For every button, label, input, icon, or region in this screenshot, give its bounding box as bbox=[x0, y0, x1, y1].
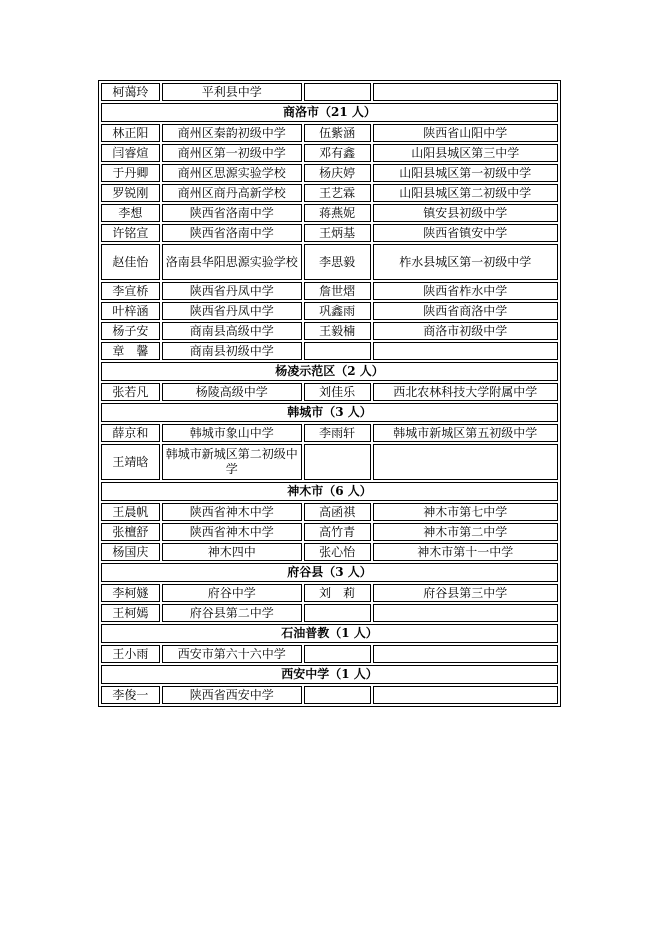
student-name-cell bbox=[304, 444, 371, 480]
student-name-cell bbox=[304, 342, 371, 360]
table-row bbox=[101, 342, 558, 360]
student-name-cell: 巩鑫雨 bbox=[304, 302, 371, 320]
table-row bbox=[101, 164, 558, 182]
student-name-cell: 赵佳怡 bbox=[101, 244, 160, 280]
student-name-cell: 高函祺 bbox=[304, 503, 371, 521]
student-name-cell: 王柯嫣 bbox=[101, 604, 160, 622]
student-name-cell: 柯蔼玲 bbox=[101, 83, 160, 101]
student-name-cell: 张若凡 bbox=[101, 383, 160, 401]
school-cell: 商州区秦韵初级中学 bbox=[162, 124, 302, 142]
table-row bbox=[101, 645, 558, 663]
school-cell: 府谷县第二中学 bbox=[162, 604, 302, 622]
table-row bbox=[101, 322, 558, 340]
section-title: 石油普教（1 人） bbox=[101, 624, 558, 643]
student-name-cell: 王炳基 bbox=[304, 224, 371, 242]
table-row bbox=[101, 224, 558, 242]
section-header-row bbox=[101, 362, 558, 381]
section-title: 神木市（6 人） bbox=[101, 482, 558, 501]
school-cell: 陕西省神木中学 bbox=[162, 523, 302, 541]
school-cell: 府谷中学 bbox=[162, 584, 302, 602]
school-cell: 西北农林科技大学附属中学 bbox=[373, 383, 558, 401]
student-name-cell: 王靖晗 bbox=[101, 444, 160, 480]
school-cell: 陕西省洛南中学 bbox=[162, 224, 302, 242]
table-row bbox=[101, 144, 558, 162]
school-cell: 山阳县城区第一初级中学 bbox=[373, 164, 558, 182]
student-name-cell: 刘 莉 bbox=[304, 584, 371, 602]
section-title: 府谷县（3 人） bbox=[101, 563, 558, 582]
school-cell bbox=[373, 604, 558, 622]
school-cell bbox=[373, 686, 558, 704]
school-cell: 韩城市象山中学 bbox=[162, 424, 302, 442]
school-cell: 韩城市新城区第五初级中学 bbox=[373, 424, 558, 442]
school-cell: 杨陵高级中学 bbox=[162, 383, 302, 401]
student-name-cell: 王晨帆 bbox=[101, 503, 160, 521]
student-name-cell: 伍紫涵 bbox=[304, 124, 371, 142]
student-name-cell bbox=[304, 686, 371, 704]
table-row bbox=[101, 302, 558, 320]
school-cell bbox=[373, 645, 558, 663]
section-header-row bbox=[101, 482, 558, 501]
student-name-cell: 高竹青 bbox=[304, 523, 371, 541]
school-cell: 商洛市初级中学 bbox=[373, 322, 558, 340]
school-cell: 神木市第十一中学 bbox=[373, 543, 558, 561]
student-name-cell: 王毅楠 bbox=[304, 322, 371, 340]
student-name-cell bbox=[304, 83, 371, 101]
section-header-row bbox=[101, 624, 558, 643]
student-name-cell bbox=[304, 645, 371, 663]
student-name-cell: 薛京和 bbox=[101, 424, 160, 442]
school-cell: 神木市第二中学 bbox=[373, 523, 558, 541]
table-row bbox=[101, 383, 558, 401]
student-name-cell: 林正阳 bbox=[101, 124, 160, 142]
student-name-cell bbox=[304, 604, 371, 622]
school-cell: 柞水县城区第一初级中学 bbox=[373, 244, 558, 280]
school-cell: 陕西省商洛中学 bbox=[373, 302, 558, 320]
table-row bbox=[101, 124, 558, 142]
table-row bbox=[101, 686, 558, 704]
table-row bbox=[101, 83, 558, 101]
student-name-cell: 蒋燕妮 bbox=[304, 204, 371, 222]
school-cell: 山阳县城区第二初级中学 bbox=[373, 184, 558, 202]
section-header-row bbox=[101, 563, 558, 582]
school-cell: 陕西省柞水中学 bbox=[373, 282, 558, 300]
school-cell bbox=[373, 342, 558, 360]
school-cell: 商南县高级中学 bbox=[162, 322, 302, 340]
school-cell: 平利县中学 bbox=[162, 83, 302, 101]
student-name-cell: 张心怡 bbox=[304, 543, 371, 561]
student-name-cell: 李柯嬘 bbox=[101, 584, 160, 602]
section-title: 杨凌示范区（2 人） bbox=[101, 362, 558, 381]
school-cell: 陕西省神木中学 bbox=[162, 503, 302, 521]
student-name-cell: 罗锐刚 bbox=[101, 184, 160, 202]
school-cell: 商州区第一初级中学 bbox=[162, 144, 302, 162]
school-cell: 镇安县初级中学 bbox=[373, 204, 558, 222]
student-name-cell: 李思毅 bbox=[304, 244, 371, 280]
student-name-cell: 杨庆婷 bbox=[304, 164, 371, 182]
section-title: 商洛市（21 人） bbox=[101, 103, 558, 122]
school-cell: 商州区商丹高新学校 bbox=[162, 184, 302, 202]
table-row bbox=[101, 282, 558, 300]
table-row bbox=[101, 184, 558, 202]
student-name-cell: 王小雨 bbox=[101, 645, 160, 663]
table-row bbox=[101, 244, 558, 280]
roster-table-body bbox=[101, 83, 558, 704]
table-row bbox=[101, 543, 558, 561]
school-cell: 西安市第六十六中学 bbox=[162, 645, 302, 663]
student-name-cell: 王艺霖 bbox=[304, 184, 371, 202]
section-header-row bbox=[101, 103, 558, 122]
student-name-cell: 李俊一 bbox=[101, 686, 160, 704]
section-header-row bbox=[101, 665, 558, 684]
student-name-cell: 李想 bbox=[101, 204, 160, 222]
school-cell bbox=[373, 83, 558, 101]
school-cell bbox=[373, 444, 558, 480]
school-cell: 洛南县华阳思源实验学校 bbox=[162, 244, 302, 280]
student-name-cell: 许铭宣 bbox=[101, 224, 160, 242]
student-name-cell: 刘佳乐 bbox=[304, 383, 371, 401]
table-row bbox=[101, 604, 558, 622]
section-header-row bbox=[101, 403, 558, 422]
school-cell: 神木市第七中学 bbox=[373, 503, 558, 521]
student-name-cell: 詹世熠 bbox=[304, 282, 371, 300]
section-title: 西安中学（1 人） bbox=[101, 665, 558, 684]
student-name-cell: 于丹卿 bbox=[101, 164, 160, 182]
school-cell: 陕西省洛南中学 bbox=[162, 204, 302, 222]
student-name-cell: 闫睿煊 bbox=[101, 144, 160, 162]
student-name-cell: 杨国庆 bbox=[101, 543, 160, 561]
section-title: 韩城市（3 人） bbox=[101, 403, 558, 422]
student-name-cell: 杨子安 bbox=[101, 322, 160, 340]
school-cell: 陕西省山阳中学 bbox=[373, 124, 558, 142]
table-row bbox=[101, 584, 558, 602]
school-cell: 韩城市新城区第二初级中学 bbox=[162, 444, 302, 480]
table-row bbox=[101, 523, 558, 541]
school-cell: 商州区思源实验学校 bbox=[162, 164, 302, 182]
table-row bbox=[101, 503, 558, 521]
school-cell: 神木四中 bbox=[162, 543, 302, 561]
roster-table bbox=[98, 80, 561, 707]
school-cell: 陕西省西安中学 bbox=[162, 686, 302, 704]
school-cell: 商南县初级中学 bbox=[162, 342, 302, 360]
student-name-cell: 张檀舒 bbox=[101, 523, 160, 541]
student-name-cell: 邓有鑫 bbox=[304, 144, 371, 162]
school-cell: 府谷县第三中学 bbox=[373, 584, 558, 602]
school-cell: 陕西省镇安中学 bbox=[373, 224, 558, 242]
table-row bbox=[101, 424, 558, 442]
student-name-cell: 李宣桥 bbox=[101, 282, 160, 300]
student-name-cell: 叶梓涵 bbox=[101, 302, 160, 320]
student-name-cell: 李雨轩 bbox=[304, 424, 371, 442]
student-name-cell: 章 馨 bbox=[101, 342, 160, 360]
school-cell: 陕西省丹凤中学 bbox=[162, 302, 302, 320]
table-row bbox=[101, 444, 558, 480]
school-cell: 山阳县城区第三中学 bbox=[373, 144, 558, 162]
school-cell: 陕西省丹凤中学 bbox=[162, 282, 302, 300]
table-row bbox=[101, 204, 558, 222]
